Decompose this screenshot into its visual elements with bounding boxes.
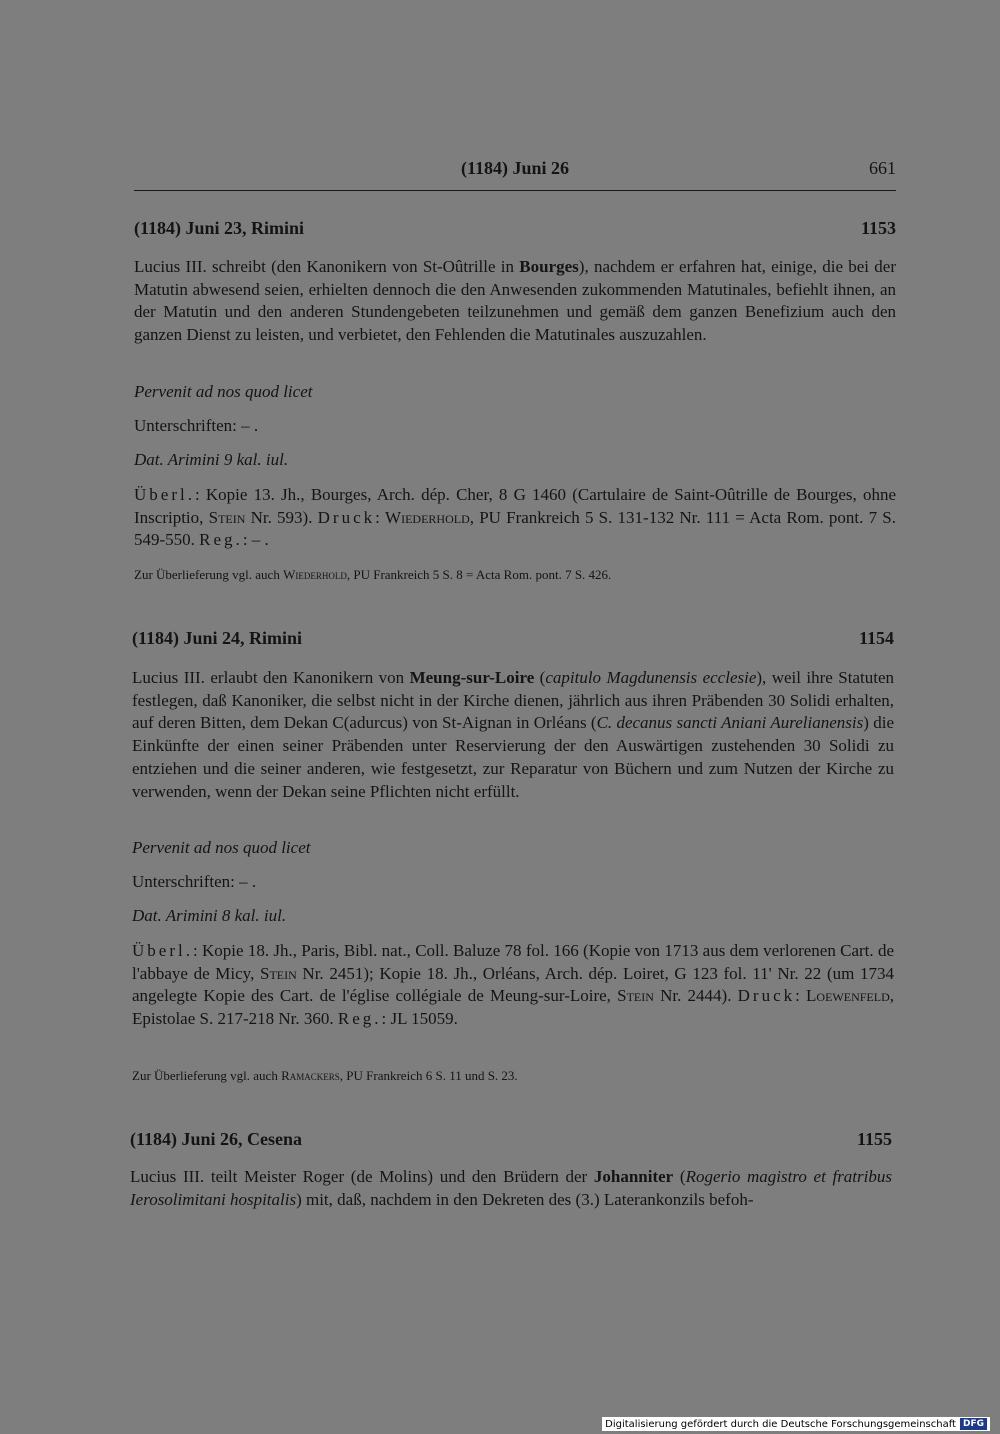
incipit-1153: Pervenit ad nos quod licet xyxy=(134,382,313,401)
note-text: , PU Frankreich 6 S. 11 und S. 23. xyxy=(339,1068,518,1083)
entry-summary-1154 xyxy=(132,667,894,803)
summary-text: ( xyxy=(534,668,546,687)
author-name: Wiederhold xyxy=(283,567,347,582)
summary-text: Lucius III. erlaubt den Kanonikern von xyxy=(132,668,410,687)
transmission-note-1154 xyxy=(132,1068,518,1084)
place-name: Meung-sur-Loire xyxy=(409,668,535,687)
entry-heading-1154 xyxy=(132,628,894,649)
note-text: , PU Frankreich 5 S. 8 = Acta Rom. pont. 7 S. 426. xyxy=(346,567,612,582)
ueberl-text: : Kopie 18. Jh., Paris, Bibl. nat., Coll. Baluze 78 fol. 166 (Kopie von 1713 aus dem verlorenen Cart. de l'abbaye de Micy, xyxy=(132,941,894,983)
incipit-1154: Pervenit ad nos quod licet xyxy=(132,838,311,857)
dfg-logo: DFG xyxy=(960,1418,987,1430)
ueberl-label: Überl. xyxy=(134,485,195,504)
ueberl-text: Nr. 2451); Kopie 18. Jh., Orléans, Arch. dép. Loiret, G 123 fol. 11' Nr. 22 (um 1734 angelegte Kopie des Cart. de l'église collégiale de Meung-sur-Loire, xyxy=(132,963,894,1006)
reg-text: : – . xyxy=(242,530,269,550)
druck-text: : xyxy=(795,986,807,1006)
ueberl-text: : Kopie 13. Jh., Bourges, Arch. dép. Cher, 8 G 1460 (Cartulaire de Saint-Oûtrille de Bourges, ohne Inscriptio, xyxy=(134,485,896,527)
druck-text: , Epistolae S. 217-218 Nr. 360. xyxy=(132,986,894,1029)
druck-label: Druck xyxy=(737,986,796,1006)
summary-text: ), nachdem er erfahren hat, einige, die bei der Matutin abwesend seien, erhielten dennoch die den Anwesenden zukommenden Matutinales, befiehlt ihnen, an der Matutin und den anderen Stundengebeten teilzunehmen und gemäß dem ganzen Benefizium auch den ganzen Dienst zu leisten, und verbietet, den Fehlenden die Matutinales auszuzahlen. xyxy=(134,257,896,345)
author-name: Stein xyxy=(208,507,246,527)
summary-text: Lucius III. teilt Meister Roger (de Molins) und den Brüdern der xyxy=(130,1167,594,1186)
transmission-1154 xyxy=(132,940,894,1031)
entry-number: 1155 xyxy=(856,1129,892,1149)
entry-date-place: (1184) Juni 26, Cesena xyxy=(130,1129,303,1149)
dating-clause-1154: Dat. Arimini 8 kal. iul. xyxy=(132,906,287,925)
page-number: 661 xyxy=(869,158,896,178)
author-name: Stein xyxy=(617,986,654,1006)
entry-summary-1155 xyxy=(130,1166,892,1211)
author-name: Stein xyxy=(259,963,297,983)
entry-heading-1155 xyxy=(130,1129,892,1150)
summary-text: ) die Einkünfte der einen seiner Präbenden unter Reservierung der den Auswärtigen zustehenden 30 Solidi zu entziehen und die seiner anderen, wie festgesetzt, zur Reparatur von Büchern und zum Nutzen der Kirche zu verwenden, wenn der Dekan seine Pflichten nicht erfüllt. xyxy=(132,713,894,801)
ueberl-label: Überl. xyxy=(132,941,193,960)
subscriptions-1154: Unterschriften: – . xyxy=(132,872,257,891)
entry-date-place: (1184) Juni 23, Rimini xyxy=(134,218,305,238)
summary-text: Lucius III. schreibt (den Kanonikern von St-Oûtrille in xyxy=(134,257,520,276)
reg-label: Reg. xyxy=(337,1009,382,1029)
footer-text: Digitalisierung gefördert durch die Deutsche Forschungsgemeinschaft xyxy=(605,1418,956,1430)
reg-label: Reg. xyxy=(199,530,243,550)
summary-text: ) mit, daß, nachdem in den Dekreten des (3.) Laterankonzils befoh- xyxy=(296,1189,754,1209)
note-text: Zur Überlieferung vgl. auch xyxy=(134,567,284,582)
note-text: Zur Überlieferung vgl. auch xyxy=(132,1068,282,1083)
transmission-note-1153 xyxy=(134,567,611,583)
latin-quote: Rogerio magistro et fratribus Ierosolimitani hospitalis xyxy=(130,1167,892,1209)
druck-text: : xyxy=(375,507,386,527)
author-name: Wiederhold xyxy=(385,507,470,527)
subscriptions-1153: Unterschriften: – . xyxy=(134,416,259,435)
druck-text: , PU Frankreich 5 S. 131-132 Nr. 111 = Acta Rom. pont. 7 S. 549-550. xyxy=(134,507,896,550)
place-name: Johanniter xyxy=(593,1167,674,1186)
digitization-footer xyxy=(602,1417,990,1431)
author-name: Loewenfeld xyxy=(806,986,890,1006)
summary-text: ), weil ihre Statuten festlegen, daß Kanoniker, die selbst nicht in der Kirche dienen, jährlich aus ihren Präbenden 30 Solidi erhalten, auf deren Bitten, dem Dekan C(adurcus) von St-Aignan in Orléans ( xyxy=(132,668,894,733)
entry-number: 1154 xyxy=(858,628,894,648)
latin-quote: capitulo Magdunensis ecclesie xyxy=(545,668,757,687)
dating-clause-1153: Dat. Arimini 9 kal. iul. xyxy=(134,450,289,469)
ueberl-text: Nr. 2444). xyxy=(653,986,738,1006)
entry-summary-1153 xyxy=(134,256,896,347)
ueberl-text: Nr. 593). xyxy=(245,507,318,527)
running-head-title: (1184) Juni 26 xyxy=(460,158,570,178)
running-head xyxy=(134,158,896,184)
druck-label: Druck xyxy=(317,507,376,527)
reg-text: : JL 15059. xyxy=(381,1009,458,1029)
author-name: Ramackers xyxy=(281,1068,340,1083)
transmission-1153 xyxy=(134,484,896,552)
entry-date-place: (1184) Juni 24, Rimini xyxy=(132,628,303,648)
latin-quote: C. decanus sancti Aniani Aurelianensis xyxy=(596,713,864,733)
entry-heading-1153 xyxy=(134,218,896,239)
summary-text: ( xyxy=(673,1167,686,1186)
header-rule xyxy=(134,190,896,191)
place-name: Bourges xyxy=(519,257,579,276)
entry-number: 1153 xyxy=(860,218,896,238)
